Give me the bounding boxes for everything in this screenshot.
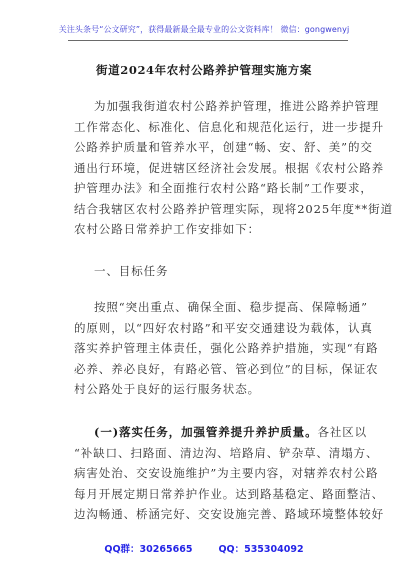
paragraph-line: 结合我辖区农村公路养护管理实际，现将2025年度**街道 <box>74 201 393 216</box>
goals-paragraph <box>74 297 379 400</box>
footer-qq-group: QQ群：30265665 <box>104 544 193 555</box>
paragraph-line: 农村公路日常养护工作安排如下： <box>74 222 260 236</box>
paragraph-line: 护管理办法》和全面推行农村公路“路长制”工作要求， <box>74 181 373 195</box>
subsection-lead: (一)落实任务，加强管养提升养护质量。 <box>94 425 318 439</box>
header-banner: 关注头条号“公文研究”，获得最新最全最专业的公文资料库！ 微信：gongwenyj <box>58 25 350 34</box>
section-heading-goals: 一、目标任务 <box>94 264 169 278</box>
paragraph-line: “补缺口、扫路面、清边沟、培路肩、铲杂草、清塌方、 <box>74 445 379 460</box>
footer-qq: QQ：535304092 <box>218 544 304 555</box>
paragraph-line: 边沟畅通、桥涵完好、交安设施完善、路域环境整体较好 <box>74 507 384 521</box>
paragraph-line: 落实养护管理主体责任，强化公路养护措施，实现“有路 <box>74 341 379 355</box>
footer-contact <box>0 541 408 555</box>
paragraph-line: 通出行环境，促进辖区经济社会发展。根据《农村公路养 <box>74 160 384 175</box>
subsection-lead-rest: 各社区以 <box>317 425 368 439</box>
paragraph-line: 按照“突出重点、确保全面、稳步提高、保障畅通” <box>94 300 368 314</box>
header-divider <box>68 40 348 41</box>
document-title: 街道2024年农村公路养护管理实施方案 <box>96 63 312 77</box>
paragraph-line: 为加强我街道农村公路养护管理，推进公路养护管理 <box>94 99 380 113</box>
paragraph-line: 公路养护质量和管养水平，创建“畅、安、舒、美”的交 <box>74 140 373 154</box>
paragraph-line: 必养、养必良好，有路必管、管必到位”的目标，保证农 <box>74 361 379 376</box>
paragraph-line: 村公路处于良好的运行服务状态。 <box>74 382 260 396</box>
paragraph-line: 工作常态化、标准化、信息化和规范化运行，进一步提升 <box>74 119 384 134</box>
intro-paragraph <box>74 96 393 240</box>
paragraph-line: 的原则，以“四好农村路”和平安交通建设为载体，认真 <box>74 320 373 335</box>
paragraph-line: 病害处治、交安设施维护”为主要内容，对辖养农村公路 <box>74 466 379 480</box>
paragraph-line: 每月开展定期日常养护作业。达到路基稳定、路面整洁、 <box>74 486 384 501</box>
paragraph-line <box>74 422 368 443</box>
task-paragraph <box>74 422 384 525</box>
